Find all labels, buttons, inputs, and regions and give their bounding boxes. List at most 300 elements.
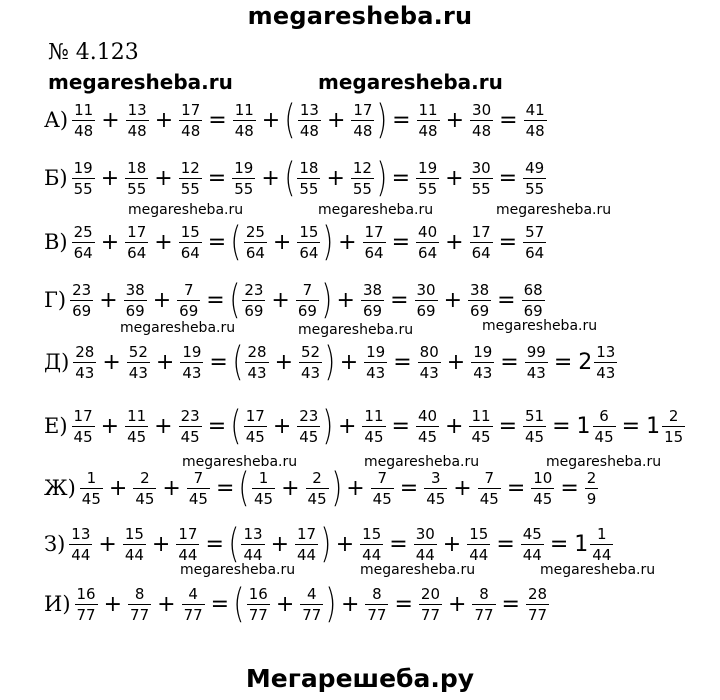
watermark: megaresheba.ru	[360, 562, 476, 578]
numerator: 49	[525, 158, 545, 177]
denominator: 69	[297, 301, 317, 320]
denominator: 64	[245, 243, 265, 262]
denominator: 77	[367, 605, 387, 624]
numerator: 23	[180, 406, 200, 425]
operator: +	[339, 349, 359, 375]
operator: =	[205, 531, 224, 557]
parenthesis: )	[320, 521, 332, 567]
watermark: megaresheba.ru	[180, 562, 296, 578]
fraction	[523, 159, 546, 198]
parenthesis: )	[376, 155, 388, 201]
numerator: 2	[586, 468, 597, 487]
fraction	[306, 469, 329, 508]
fraction	[521, 525, 544, 564]
denominator: 45	[533, 489, 553, 508]
denominator: 43	[526, 363, 546, 382]
denominator: 45	[180, 427, 200, 446]
numerator: 19	[182, 342, 202, 361]
numerator: 2	[312, 468, 322, 487]
operator: +	[272, 413, 292, 439]
operator: +	[453, 475, 472, 501]
parenthesis: )	[321, 277, 333, 323]
item-label: Ж)	[44, 476, 76, 500]
numerator: 2	[668, 406, 679, 425]
fraction	[590, 525, 613, 564]
denominator: 64	[471, 243, 491, 262]
site-footer[interactable]: Мегарешеба.ру	[245, 664, 475, 693]
operator: =	[391, 229, 411, 255]
numerator: 30	[415, 524, 435, 543]
watermark: megaresheba.ru	[540, 562, 656, 578]
operator: +	[274, 349, 293, 375]
fraction	[177, 281, 200, 320]
numerator: 19	[73, 158, 93, 177]
fraction	[416, 159, 439, 198]
operator: +	[445, 413, 464, 439]
fraction	[471, 343, 494, 382]
denominator: 45	[135, 489, 155, 508]
numerator: 30	[472, 100, 492, 119]
numerator: 23	[72, 280, 92, 299]
fraction	[470, 223, 493, 262]
fraction	[297, 159, 320, 198]
numerator: 19	[234, 158, 254, 177]
denominator: 64	[525, 243, 545, 262]
denominator: 69	[362, 301, 383, 320]
denominator: 43	[419, 363, 439, 382]
fraction	[233, 101, 256, 140]
fraction	[364, 343, 387, 382]
fraction	[125, 223, 148, 262]
parenthesis: )	[322, 219, 334, 265]
fraction	[418, 343, 441, 382]
numerator: 41	[525, 100, 545, 119]
numerator: 7	[193, 468, 204, 487]
fraction	[469, 407, 492, 446]
numerator: 38	[470, 280, 490, 299]
denominator: 77	[527, 605, 548, 624]
denominator: 69	[125, 301, 145, 320]
fraction	[75, 585, 98, 624]
denominator: 48	[181, 121, 201, 140]
denominator: 43	[247, 363, 267, 382]
fraction	[73, 343, 96, 382]
numerator: 1	[597, 524, 607, 543]
denominator: 43	[75, 363, 95, 382]
numerator: 3	[430, 468, 441, 487]
task-number: № 4.123	[48, 40, 139, 65]
operator: +	[157, 591, 176, 617]
operator: +	[338, 229, 357, 255]
fraction	[232, 159, 255, 198]
denominator: 48	[74, 121, 94, 140]
denominator: 43	[366, 363, 386, 382]
denominator: 45	[73, 427, 93, 446]
denominator: 45	[594, 427, 614, 446]
fraction	[296, 281, 319, 320]
numerator: 11	[471, 406, 491, 425]
denominator: 45	[479, 489, 499, 508]
solution-line	[44, 402, 687, 450]
numerator: 15	[469, 524, 489, 543]
operator: +	[152, 287, 172, 313]
denominator: 44	[124, 545, 144, 564]
denominator: 48	[234, 121, 254, 140]
fraction	[128, 585, 151, 624]
operator: +	[326, 165, 345, 191]
fraction	[594, 343, 617, 382]
item-label: Б)	[44, 166, 68, 190]
fraction	[252, 469, 275, 508]
operator: =	[506, 475, 526, 501]
numerator: 7	[183, 280, 194, 299]
denominator: 69	[523, 301, 543, 320]
site-header[interactable]: megaresheba.ru	[247, 2, 473, 30]
fraction	[295, 525, 318, 564]
watermark: megaresheba.ru	[546, 454, 662, 470]
fraction	[187, 469, 210, 508]
fraction	[298, 101, 321, 140]
operator: +	[346, 475, 365, 501]
denominator: 44	[362, 545, 382, 564]
denominator: 45	[307, 489, 327, 508]
numerator: 4	[188, 584, 198, 603]
fraction	[472, 585, 495, 624]
fraction	[416, 407, 439, 446]
denominator: 77	[130, 605, 150, 624]
numerator: 8	[479, 584, 489, 603]
watermark: megaresheba.ru	[128, 202, 244, 218]
operator: =	[621, 413, 641, 439]
fraction	[524, 101, 547, 140]
operator: +	[154, 229, 173, 255]
fraction	[70, 281, 93, 320]
denominator: 44	[243, 545, 263, 564]
numerator: 28	[527, 584, 548, 603]
whole-part: 1	[574, 531, 589, 557]
parenthesis: )	[330, 465, 342, 511]
parenthesis: (	[229, 277, 240, 323]
numerator: 13	[127, 100, 147, 119]
operator: +	[272, 229, 292, 255]
numerator: 17	[181, 100, 201, 119]
denominator: 44	[592, 545, 612, 564]
operator: =	[393, 349, 412, 375]
fraction	[241, 525, 264, 564]
fraction	[124, 281, 147, 320]
operator: =	[552, 413, 571, 439]
item-label: А)	[44, 108, 69, 132]
fraction	[470, 159, 493, 198]
solution-line	[44, 520, 615, 568]
fraction	[470, 101, 493, 140]
fraction	[526, 585, 549, 624]
parenthesis: )	[376, 97, 388, 143]
fraction	[300, 585, 323, 624]
denominator: 43	[596, 363, 616, 382]
operator: =	[207, 413, 227, 439]
numerator: 38	[362, 280, 383, 299]
numerator: 68	[523, 280, 543, 299]
numerator: 7	[377, 468, 387, 487]
operator: +	[151, 531, 171, 557]
numerator: 17	[245, 406, 265, 425]
fraction	[244, 223, 267, 262]
item-label: Г)	[44, 288, 67, 312]
denominator: 77	[420, 605, 441, 624]
numerator: 16	[248, 584, 268, 603]
numerator: 13	[299, 100, 319, 119]
fraction	[297, 407, 320, 446]
parenthesis: (	[230, 219, 242, 265]
numerator: 28	[247, 342, 267, 361]
denominator: 45	[81, 489, 101, 508]
denominator: 55	[73, 179, 93, 198]
operator: =	[501, 591, 520, 617]
operator: +	[442, 531, 462, 557]
watermark: megaresheba.ru	[318, 70, 503, 94]
fraction	[297, 223, 320, 262]
denominator: 43	[301, 363, 321, 382]
denominator: 48	[299, 121, 319, 140]
numerator: 15	[180, 222, 200, 241]
operator: +	[445, 229, 464, 255]
numerator: 10	[533, 468, 553, 487]
operator: =	[210, 591, 230, 617]
fraction	[523, 223, 546, 262]
denominator: 44	[469, 545, 489, 564]
fraction	[242, 281, 265, 320]
fraction	[72, 407, 95, 446]
numerator: 11	[234, 100, 254, 119]
operator: =	[394, 591, 413, 617]
numerator: 52	[128, 342, 148, 361]
numerator: 40	[417, 406, 438, 425]
denominator: 45	[426, 489, 446, 508]
operator: +	[261, 165, 280, 191]
denominator: 48	[353, 121, 373, 140]
fraction	[182, 585, 205, 624]
operator: +	[101, 107, 120, 133]
item-label: З)	[44, 532, 66, 556]
watermark: megaresheba.ru	[482, 318, 598, 334]
numerator: 25	[73, 222, 93, 241]
operator: =	[215, 475, 235, 501]
operator: +	[443, 287, 463, 313]
fraction	[415, 281, 438, 320]
operator: +	[281, 475, 300, 501]
solution-line	[44, 276, 547, 324]
numerator: 1	[86, 468, 97, 487]
fraction	[176, 525, 199, 564]
operator: =	[208, 107, 227, 133]
denominator: 45	[188, 489, 208, 508]
item-label: В)	[44, 230, 68, 254]
fraction	[424, 469, 447, 508]
denominator: 43	[128, 363, 148, 382]
operator: +	[99, 287, 118, 313]
fraction	[351, 101, 374, 140]
numerator: 13	[71, 524, 91, 543]
fraction	[133, 469, 156, 508]
operator: +	[340, 591, 360, 617]
watermark: megaresheba.ru	[298, 322, 414, 338]
numerator: 45	[522, 524, 542, 543]
operator: =	[497, 287, 516, 313]
operator: +	[448, 591, 467, 617]
operator: +	[154, 413, 173, 439]
denominator: 69	[72, 301, 92, 320]
numerator: 4	[307, 584, 317, 603]
denominator: 77	[183, 605, 203, 624]
fraction	[360, 525, 383, 564]
denominator: 45	[254, 489, 274, 508]
fraction	[351, 159, 374, 198]
numerator: 15	[299, 222, 319, 241]
parenthesis: (	[284, 155, 296, 201]
numerator: 99	[526, 342, 546, 361]
fraction	[362, 407, 385, 446]
numerator: 30	[471, 158, 491, 177]
fraction	[72, 223, 95, 262]
whole-part: 2	[578, 349, 593, 375]
operator: =	[207, 165, 227, 191]
operator: =	[496, 531, 515, 557]
numerator: 15	[362, 524, 382, 543]
operator: +	[103, 591, 123, 617]
numerator: 23	[299, 406, 319, 425]
numerator: 18	[127, 158, 147, 177]
numerator: 7	[302, 280, 313, 299]
numerator: 30	[416, 280, 436, 299]
fraction	[80, 469, 103, 508]
denominator: 55	[418, 179, 438, 198]
numerator: 80	[419, 342, 439, 361]
fraction	[531, 469, 554, 508]
denominator: 44	[415, 545, 435, 564]
fraction	[244, 407, 267, 446]
operator: +	[326, 107, 346, 133]
operator: +	[337, 413, 357, 439]
operator: +	[445, 107, 465, 133]
denominator: 55	[180, 179, 200, 198]
solution-line	[44, 580, 551, 628]
fraction	[467, 525, 490, 564]
denominator: 55	[525, 179, 545, 198]
numerator: 17	[297, 524, 317, 543]
denominator: 43	[182, 363, 202, 382]
numerator: 11	[74, 100, 94, 119]
operator: +	[154, 165, 173, 191]
denominator: 43	[473, 363, 493, 382]
numerator: 13	[243, 524, 263, 543]
fraction	[468, 281, 491, 320]
denominator: 45	[299, 427, 319, 446]
fraction	[125, 407, 148, 446]
fraction	[179, 101, 202, 140]
numerator: 8	[134, 584, 145, 603]
numerator: 1	[258, 468, 269, 487]
fraction	[365, 585, 388, 624]
denominator: 77	[248, 605, 268, 624]
denominator: 48	[472, 121, 492, 140]
numerator: 38	[125, 280, 145, 299]
numerator: 17	[471, 222, 491, 241]
watermark: megaresheba.ru	[182, 454, 298, 470]
watermark: megaresheba.ru	[364, 454, 480, 470]
operator: =	[391, 413, 410, 439]
operator: =	[391, 165, 411, 191]
numerator: 11	[127, 406, 147, 425]
fraction	[361, 281, 384, 320]
numerator: 12	[180, 158, 200, 177]
operator: =	[207, 229, 227, 255]
operator: =	[549, 531, 569, 557]
numerator: 20	[420, 584, 441, 603]
fraction	[299, 343, 322, 382]
fraction	[72, 159, 95, 198]
denominator: 44	[71, 545, 91, 564]
denominator: 55	[234, 179, 254, 198]
fraction	[123, 525, 146, 564]
parenthesis: (	[232, 339, 244, 385]
denominator: 69	[179, 301, 199, 320]
fraction	[125, 159, 148, 198]
numerator: 57	[525, 222, 545, 241]
fraction	[414, 525, 437, 564]
operator: =	[392, 107, 411, 133]
numerator: 11	[364, 406, 384, 425]
operator: +	[100, 229, 120, 255]
fraction	[247, 585, 270, 624]
watermark: megaresheba.ru	[48, 70, 233, 94]
operator: +	[155, 349, 175, 375]
numerator: 16	[76, 584, 96, 603]
watermark: megaresheba.ru	[496, 202, 612, 218]
operator: +	[261, 107, 281, 133]
solution-line	[44, 338, 619, 386]
numerator: 17	[364, 222, 384, 241]
numerator: 2	[140, 468, 150, 487]
watermark: megaresheba.ru	[120, 320, 236, 336]
fraction	[593, 407, 616, 446]
solution-line	[44, 154, 548, 202]
denominator: 48	[525, 121, 545, 140]
denominator: 45	[525, 427, 545, 446]
numerator: 19	[418, 158, 438, 177]
denominator: 44	[522, 545, 542, 564]
operator: +	[100, 413, 120, 439]
whole-part: 1	[646, 413, 661, 439]
operator: =	[560, 475, 579, 501]
denominator: 69	[244, 301, 264, 320]
solution-line	[44, 96, 549, 144]
operator: =	[553, 349, 573, 375]
operator: =	[206, 287, 225, 313]
denominator: 77	[76, 605, 96, 624]
numerator: 7	[484, 468, 495, 487]
item-label: Д)	[44, 350, 70, 374]
denominator: 55	[352, 179, 372, 198]
operator: +	[445, 165, 464, 191]
fraction	[525, 343, 548, 382]
denominator: 69	[470, 301, 490, 320]
operator: =	[389, 531, 408, 557]
denominator: 45	[372, 489, 392, 508]
denominator: 9	[586, 489, 597, 508]
numerator: 18	[299, 158, 319, 177]
operator: +	[335, 531, 355, 557]
